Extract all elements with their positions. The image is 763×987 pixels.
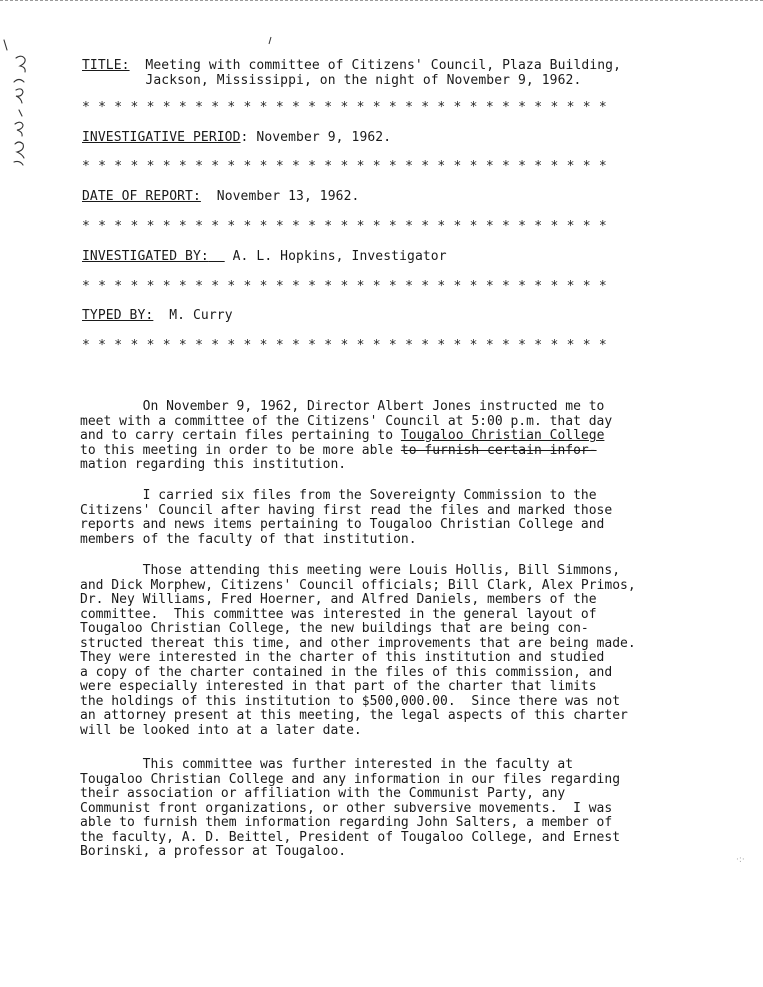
typist-value: M. Curry bbox=[169, 308, 233, 323]
title-field bbox=[82, 58, 702, 74]
paragraph-line: Communist front organizations, or other subversive movements. I was bbox=[80, 800, 613, 816]
period-value: : November 9, 1962. bbox=[240, 130, 392, 145]
paragraph-line: and Dick Morphew, Citizens' Council officials; Bill Clark, Alex Primos, bbox=[80, 577, 636, 593]
report-date-field bbox=[82, 189, 702, 205]
paragraph-4 bbox=[80, 758, 720, 860]
page-top-border bbox=[0, 0, 763, 1]
paragraph-2 bbox=[80, 489, 720, 547]
paragraph-line: the holdings of this institution to $500,000.00. Since there was not bbox=[80, 693, 621, 709]
paragraph-line: Borinski, a professor at Tougaloo. bbox=[80, 844, 347, 859]
paragraph-line: structed thereat this time, and other improvements that are being made. bbox=[80, 635, 636, 651]
paragraph-line: committee. This committee was interested in the general layout of bbox=[80, 606, 597, 622]
paragraph-line: Those attending this meeting were Louis Hollis, Bill Simmons, bbox=[80, 563, 621, 578]
paragraph-line: mation regarding this institution. bbox=[80, 457, 347, 472]
struck-through-text: to furnish certain infor- bbox=[400, 442, 597, 458]
paragraph-line: meet with a committee of the Citizens' Council at 5:00 p.m. that day bbox=[80, 413, 613, 429]
separator-5: * * * * * * * * * * * * * * * * * * * * * * * * * * * * * * * * * bbox=[82, 338, 607, 353]
period-field bbox=[82, 130, 702, 146]
paragraph-line: members of the faculty of that institution. bbox=[80, 531, 417, 547]
period-label: INVESTIGATIVE PERIOD bbox=[82, 130, 241, 145]
title-line-1: Meeting with committee of Citizens' Council, Plaza Building, bbox=[145, 58, 622, 73]
paragraph-line: an attorney present at this meeting, the legal aspects of this charter bbox=[80, 708, 628, 723]
paragraph-line: reports and news items pertaining to Tougaloo Christian College and bbox=[80, 517, 605, 532]
paragraph-line: will be looked into at a later date. bbox=[80, 722, 362, 738]
separator-2: * * * * * * * * * * * * * * * * * * * * * * * * * * * * * * * * * bbox=[82, 159, 607, 174]
paragraph-line: a copy of the charter contained in the files of this commission, and bbox=[80, 664, 613, 680]
investigator-field bbox=[82, 249, 702, 265]
paragraph-line: the faculty, A. D. Beittel, President of Tougaloo College, and Ernest bbox=[80, 829, 621, 845]
paragraph-line: Tougaloo Christian College and any information in our files regarding bbox=[80, 771, 621, 787]
paragraph-line: and to carry certain files pertaining to Tougaloo Christian College bbox=[80, 428, 605, 443]
paragraph-line: I carried six files from the Sovereignty Commission to the bbox=[80, 488, 597, 503]
title-field-continued bbox=[82, 73, 702, 89]
handwritten-file-number bbox=[2, 38, 36, 168]
paragraph-line: On November 9, 1962, Director Albert Jones instructed me to bbox=[80, 399, 605, 414]
typist-field bbox=[82, 308, 702, 324]
title-line-2: Jackson, Mississippi, on the night of November 9, 1962. bbox=[145, 73, 582, 88]
separator-1: * * * * * * * * * * * * * * * * * * * * * * * * * * * * * * * * * bbox=[82, 100, 607, 115]
underlined-college-name: Tougaloo Christian College bbox=[400, 428, 605, 443]
paragraph-1 bbox=[80, 400, 720, 473]
separator-3: * * * * * * * * * * * * * * * * * * * * * * * * * * * * * * * * * bbox=[82, 219, 607, 234]
paragraph-line: able to furnish them information regarding John Salters, a member of bbox=[80, 815, 613, 830]
paragraph-line: Tougaloo Christian College, the new buildings that are being con- bbox=[80, 621, 589, 636]
paragraph-line: their association or affiliation with the Communist Party, any bbox=[80, 786, 566, 801]
paragraph-line: Dr. Ney Williams, Fred Hoerner, and Alfred Daniels, members of the bbox=[80, 592, 597, 607]
investigator-label: INVESTIGATED BY: bbox=[82, 249, 209, 264]
paragraph-line: This committee was further interested in the faculty at bbox=[80, 757, 574, 772]
paragraph-3 bbox=[80, 564, 720, 738]
investigator-value: A. L. Hopkins, Investigator bbox=[232, 249, 447, 264]
paragraph-line: were especially interested in that part of the charter that limits bbox=[80, 679, 597, 694]
report-date-label: DATE OF REPORT: bbox=[82, 189, 201, 204]
stray-pen-mark bbox=[267, 36, 273, 46]
title-label: TITLE: bbox=[82, 58, 130, 73]
separator-4: * * * * * * * * * * * * * * * * * * * * * * * * * * * * * * * * * bbox=[82, 279, 607, 294]
paragraph-line: They were interested in the charter of this institution and studied bbox=[80, 650, 605, 665]
paragraph-line: to this meeting in order to be more able to furnish certain infor- bbox=[80, 442, 597, 458]
typist-label: TYPED BY: bbox=[82, 308, 154, 323]
paragraph-line: Citizens' Council after having first read the files and marked those bbox=[80, 502, 613, 518]
scan-speck: ·:· bbox=[736, 855, 745, 865]
report-date-value: November 13, 1962. bbox=[216, 189, 360, 204]
